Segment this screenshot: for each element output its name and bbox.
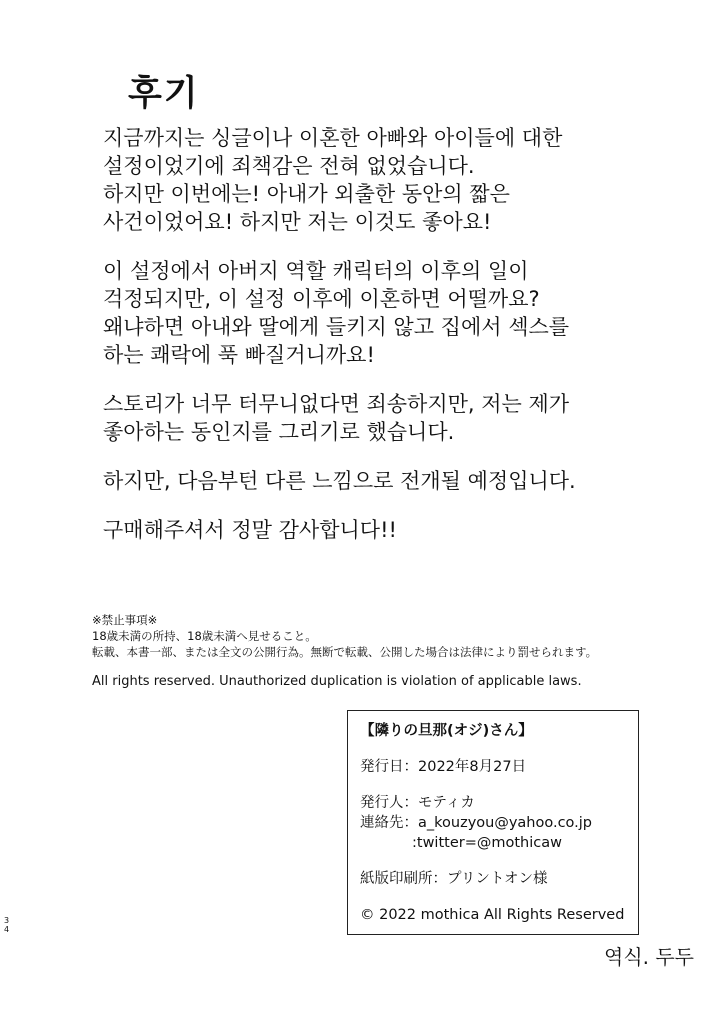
afterword-line: 지금까지는 싱글이나 이혼한 아빠와 아이들에 대한 bbox=[103, 126, 563, 150]
afterword-line: 좋아하는 동인지를 그리기로 했습니다. bbox=[103, 420, 455, 444]
page-number: 34 bbox=[4, 916, 10, 934]
colophon-box bbox=[347, 710, 639, 935]
afterword-line: 하지만, 다음부턴 다른 느낌으로 전개될 예정입니다. bbox=[103, 469, 576, 493]
colophon-publisher: 発行人：モティカ bbox=[360, 795, 475, 811]
afterword-line: 이 설정에서 아버지 역할 캐릭터의 이후의 일이 bbox=[103, 259, 529, 283]
notice-line: 転載、本書一部、または全文の公開行為。無断で転載、公開した場合は法律により罰せられます。 bbox=[92, 645, 598, 659]
colophon-issue-date: 発行日：2022年8月27日 bbox=[360, 759, 527, 775]
colophon-copyright: © 2022 mothica All Rights Reserved bbox=[360, 907, 625, 923]
afterword-line: 하는 쾌락에 푹 빠질거니까요! bbox=[103, 343, 375, 367]
afterword-body bbox=[103, 124, 703, 565]
afterword-line: 걱정되지만, 이 설정 이후에 이혼하면 어떨까요? bbox=[103, 287, 540, 311]
afterword-line: 설정이었기에 죄책감은 전혀 없었습니다. bbox=[103, 154, 475, 178]
colophon-twitter: :twitter=@mothicaw bbox=[412, 835, 562, 851]
afterword-line: 사건이었어요! 하지만 저는 이것도 좋아요! bbox=[103, 210, 492, 234]
afterword-line: 하지만 이번에는! 아내가 외출한 동안의 짧은 bbox=[103, 182, 510, 206]
afterword-paragraph bbox=[103, 257, 703, 369]
afterword-paragraph bbox=[103, 390, 703, 446]
colophon-printer: 紙版印刷所：プリントオン様 bbox=[360, 871, 548, 887]
afterword-paragraph bbox=[103, 516, 703, 544]
notice-title: ※禁止事項※ bbox=[92, 613, 158, 627]
rights-statement: All rights reserved. Unauthorized duplication is violation of applicable laws. bbox=[92, 674, 582, 689]
afterword-heading: 후기 bbox=[128, 74, 200, 114]
afterword-line: 구매해주셔서 정말 감사합니다!! bbox=[103, 518, 397, 542]
prohibition-notice bbox=[92, 612, 702, 660]
translator-credit: 역식. 두두 bbox=[604, 945, 694, 969]
colophon-title: 【隣りの旦那(オジ)さん】 bbox=[360, 723, 533, 739]
afterword-paragraph bbox=[103, 467, 703, 495]
colophon-contact: 連絡先：a_kouzyou@yahoo.co.jp bbox=[360, 815, 593, 831]
afterword-line: 왜냐하면 아내와 딸에게 들키지 않고 집에서 섹스를 bbox=[103, 315, 570, 339]
afterword-paragraph bbox=[103, 124, 703, 236]
afterword-line: 스토리가 너무 터무니없다면 죄송하지만, 저는 제가 bbox=[103, 392, 570, 416]
notice-line: 18歳未満の所持、18歳未満へ見せること。 bbox=[92, 629, 317, 643]
